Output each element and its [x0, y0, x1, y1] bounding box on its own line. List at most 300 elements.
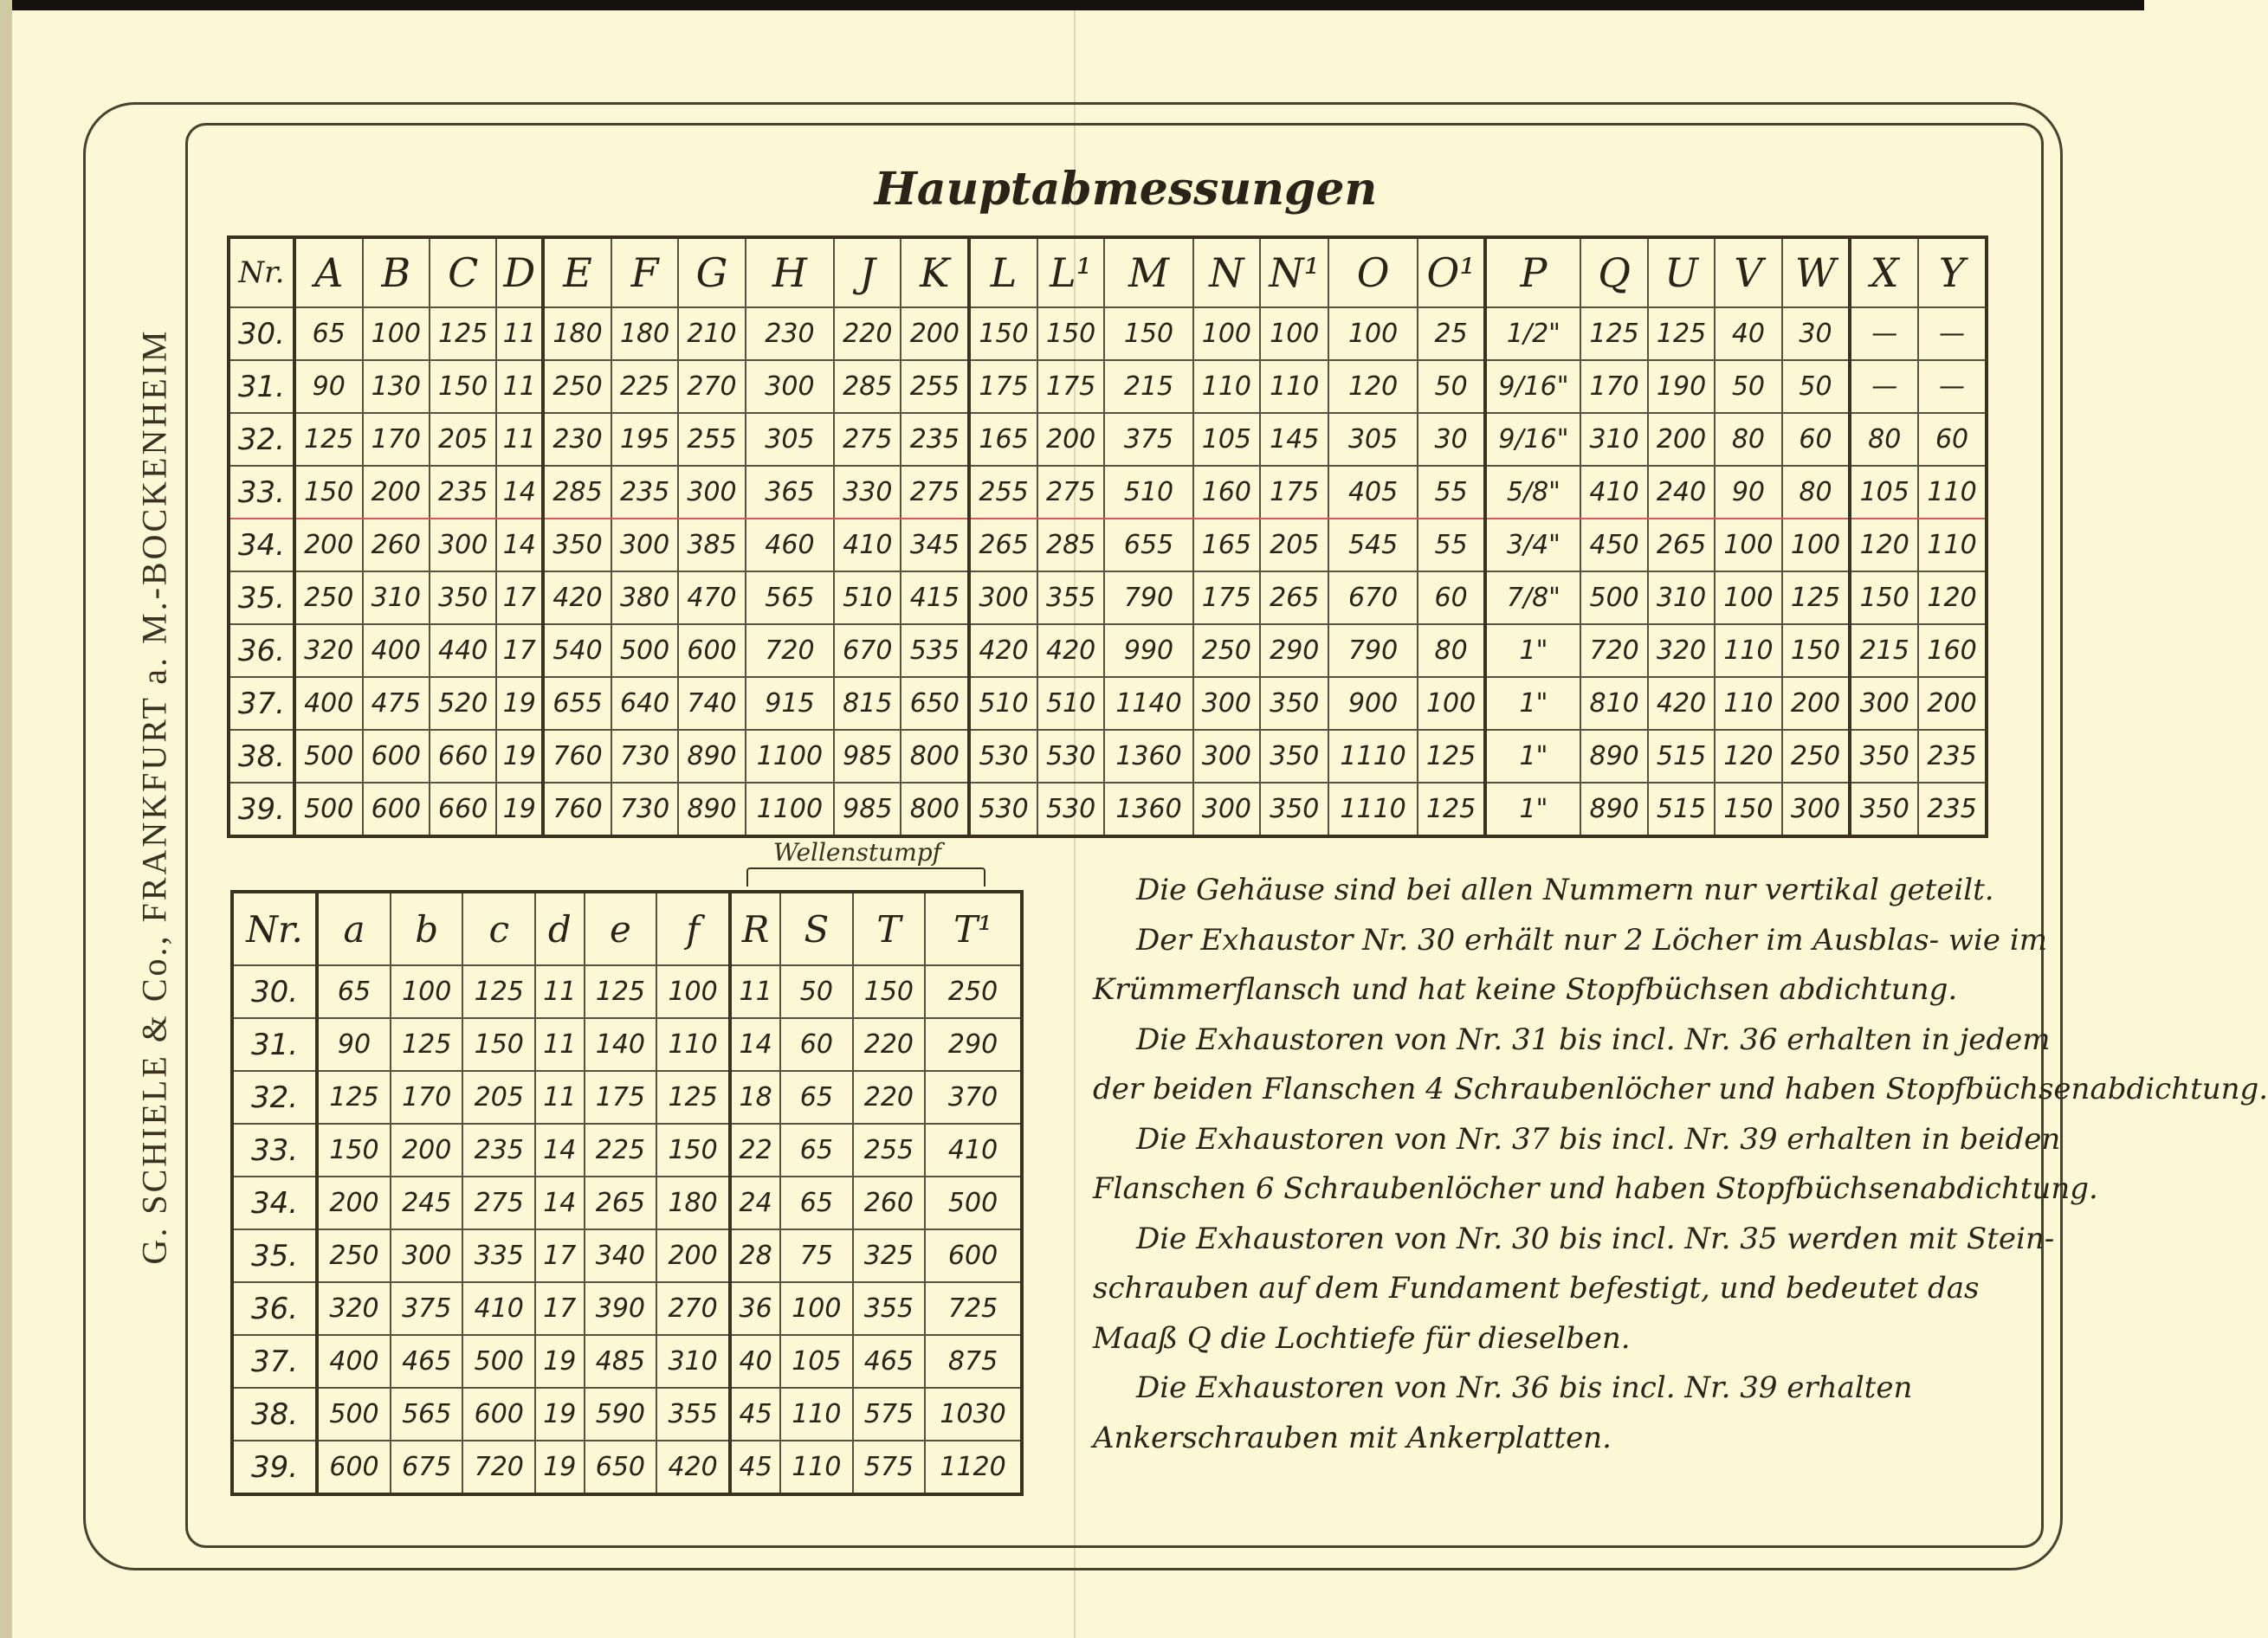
table-cell: 30: [1418, 413, 1486, 466]
table-cell: 375: [391, 1282, 463, 1335]
column-header: U: [1648, 237, 1715, 307]
column-header: e: [585, 892, 657, 965]
table-cell: 365: [746, 466, 834, 519]
row-number-cell: 30.: [232, 965, 317, 1018]
column-header: d: [535, 892, 585, 965]
table-row: [232, 965, 1022, 1018]
row-number-cell: 35.: [229, 571, 294, 624]
table-cell: 325: [853, 1229, 926, 1282]
table-cell: 150: [1104, 307, 1192, 360]
table-cell: 810: [1580, 677, 1647, 730]
table-cell: 36: [730, 1282, 780, 1335]
table-cell: 45: [730, 1388, 780, 1441]
table-cell: 655: [1104, 519, 1192, 571]
table-cell: 14: [730, 1018, 780, 1071]
table-cell: 80: [1715, 413, 1781, 466]
table-cell: 670: [1328, 571, 1417, 624]
column-header: S: [780, 892, 853, 965]
table-cell: 9/16": [1485, 360, 1580, 413]
table-cell: 100: [1418, 677, 1486, 730]
column-header: c: [462, 892, 535, 965]
table-cell: 150: [1782, 624, 1851, 677]
table-cell: 230: [746, 307, 834, 360]
table-cell: 1120: [925, 1441, 1022, 1494]
table-cell: 60: [1782, 413, 1851, 466]
table-cell: 19: [496, 783, 543, 836]
table-cell: 1/2": [1485, 307, 1580, 360]
table-cell: 120: [1850, 519, 1918, 571]
table-cell: 590: [585, 1388, 657, 1441]
table-cell: 110: [656, 1018, 730, 1071]
table-cell: 110: [1193, 360, 1260, 413]
table-cell: 235: [1918, 730, 1987, 783]
table-row: [229, 360, 1987, 413]
note-line: Die Gehäuse sind bei allen Nummern nur vertikal geteilt.: [1136, 873, 1994, 907]
table-cell: 345: [901, 519, 969, 571]
table-cell: 530: [1037, 783, 1104, 836]
table-cell: 600: [462, 1388, 535, 1441]
table-cell: 790: [1104, 571, 1192, 624]
table-cell: 250: [1782, 730, 1851, 783]
table-cell: 205: [1260, 519, 1328, 571]
table-cell: 290: [1260, 624, 1328, 677]
table-cell: 14: [535, 1177, 585, 1229]
column-header: W: [1782, 237, 1851, 307]
table-cell: 125: [1782, 571, 1851, 624]
table-row: [232, 1335, 1022, 1388]
table-cell: 530: [969, 730, 1037, 783]
scan-top-edge: [0, 0, 2144, 10]
table-cell: 390: [585, 1282, 657, 1335]
table-cell: 100: [1193, 307, 1260, 360]
table-header-row: [229, 237, 1987, 307]
table-cell: 890: [678, 730, 745, 783]
table-cell: 125: [585, 965, 657, 1018]
table-cell: 170: [1580, 360, 1647, 413]
shaft-stub-bracket: [746, 867, 985, 887]
table-cell: 175: [1037, 360, 1104, 413]
table-cell: 285: [834, 360, 901, 413]
table-cell: 475: [363, 677, 430, 730]
table-row: [229, 413, 1987, 466]
table-cell: 150: [656, 1124, 730, 1177]
table-cell: 220: [834, 307, 901, 360]
table-cell: 300: [1193, 677, 1260, 730]
table-cell: 250: [543, 360, 611, 413]
table-cell: 640: [611, 677, 678, 730]
table-cell: 575: [853, 1388, 926, 1441]
table-cell: 100: [391, 965, 463, 1018]
row-number-cell: 35.: [232, 1229, 317, 1282]
table-cell: 11: [496, 413, 543, 466]
table-cell: 150: [1850, 571, 1918, 624]
table-cell: 730: [611, 783, 678, 836]
note-line: Maaß Q die Lochtiefe für dieselben.: [1093, 1320, 1631, 1356]
table-cell: 125: [430, 307, 496, 360]
note-line: Der Exhaustor Nr. 30 erhält nur 2 Löcher im Ausblas- wie im: [1136, 922, 2047, 958]
table-cell: 265: [585, 1177, 657, 1229]
table-cell: 140: [585, 1018, 657, 1071]
column-header: V: [1715, 237, 1781, 307]
table-cell: 200: [656, 1229, 730, 1282]
table-cell: 65: [780, 1124, 853, 1177]
table-cell: 65: [294, 307, 363, 360]
table-cell: 205: [430, 413, 496, 466]
table-cell: 175: [1260, 466, 1328, 519]
table-cell: 75: [780, 1229, 853, 1282]
table-cell: 300: [1193, 783, 1260, 836]
scan-left-edge: [0, 0, 12, 1638]
table-cell: 19: [535, 1388, 585, 1441]
row-number-cell: 39.: [229, 783, 294, 836]
table-cell: 790: [1328, 624, 1417, 677]
table-cell: 985: [834, 730, 901, 783]
column-header: R: [730, 892, 780, 965]
table-cell: 17: [496, 624, 543, 677]
table-cell: 30: [1782, 307, 1851, 360]
table-cell: 500: [611, 624, 678, 677]
table-cell: 500: [462, 1335, 535, 1388]
table-cell: 1100: [746, 730, 834, 783]
column-header: O: [1328, 237, 1417, 307]
table-cell: 305: [746, 413, 834, 466]
column-header: G: [678, 237, 745, 307]
table-cell: 200: [1918, 677, 1987, 730]
row-number-cell: 39.: [232, 1441, 317, 1494]
row-number-cell: 38.: [229, 730, 294, 783]
table-cell: 600: [363, 730, 430, 783]
table-cell: 125: [656, 1071, 730, 1124]
table-cell: 60: [780, 1018, 853, 1071]
table-cell: 320: [294, 624, 363, 677]
table-cell: 675: [391, 1441, 463, 1494]
table-cell: 80: [1782, 466, 1851, 519]
table-cell: 410: [834, 519, 901, 571]
table-cell: 400: [294, 677, 363, 730]
table-cell: 65: [780, 1177, 853, 1229]
table-cell: 19: [496, 677, 543, 730]
table-row: [229, 519, 1987, 571]
column-header: a: [317, 892, 391, 965]
table-cell: 260: [853, 1177, 926, 1229]
table-cell: 7/8": [1485, 571, 1580, 624]
table-cell: 11: [730, 965, 780, 1018]
column-header: Y: [1918, 237, 1987, 307]
company-imprint: G. SCHIELE & Co., FRANKFURT a. M.-BOCKENHEIM: [134, 328, 174, 1265]
table-cell: 300: [746, 360, 834, 413]
table-cell: 55: [1418, 519, 1486, 571]
shaft-stub-caption: Wellenstumpf: [772, 838, 942, 867]
column-header: T¹: [925, 892, 1022, 965]
row-number-cell: 31.: [229, 360, 294, 413]
table-cell: 255: [969, 466, 1037, 519]
table-cell: 565: [391, 1388, 463, 1441]
table-cell: 40: [730, 1335, 780, 1388]
table-cell: 90: [1715, 466, 1781, 519]
table-row: [232, 1282, 1022, 1335]
table-cell: 1": [1485, 624, 1580, 677]
table-cell: 175: [969, 360, 1037, 413]
table-cell: 100: [1260, 307, 1328, 360]
page-title: Hauptabmessungen: [874, 163, 1378, 216]
row-number-cell: 34.: [232, 1177, 317, 1229]
table-cell: 500: [925, 1177, 1022, 1229]
table-cell: 600: [317, 1441, 391, 1494]
table-row: [229, 466, 1987, 519]
table-row: [229, 783, 1987, 836]
table-cell: 14: [496, 519, 543, 571]
table-cell: 660: [430, 783, 496, 836]
table-cell: 105: [1850, 466, 1918, 519]
table-cell: 14: [535, 1124, 585, 1177]
table-cell: 265: [1260, 571, 1328, 624]
table-cell: 410: [1580, 466, 1647, 519]
table-cell: 720: [746, 624, 834, 677]
table-cell: 515: [1648, 783, 1715, 836]
table-cell: 235: [901, 413, 969, 466]
table-cell: 890: [1580, 783, 1647, 836]
table-cell: 200: [901, 307, 969, 360]
table-cell: 3/4": [1485, 519, 1580, 571]
table-cell: 11: [496, 307, 543, 360]
table-cell: 340: [585, 1229, 657, 1282]
table-cell: 270: [656, 1282, 730, 1335]
row-number-cell: 33.: [229, 466, 294, 519]
table-cell: 990: [1104, 624, 1192, 677]
table-cell: 110: [1918, 466, 1987, 519]
table-row: [232, 1071, 1022, 1124]
table-cell: 50: [1418, 360, 1486, 413]
table-cell: 50: [1715, 360, 1781, 413]
table-cell: —: [1850, 307, 1918, 360]
table-cell: 575: [853, 1441, 926, 1494]
table-cell: 22: [730, 1124, 780, 1177]
table-cell: 350: [1850, 730, 1918, 783]
table-cell: 760: [543, 730, 611, 783]
table-cell: 255: [901, 360, 969, 413]
table-cell: 380: [611, 571, 678, 624]
table-cell: 300: [1193, 730, 1260, 783]
table-cell: 470: [678, 571, 745, 624]
row-number-cell: 32.: [232, 1071, 317, 1124]
table-cell: 1": [1485, 677, 1580, 730]
table-cell: 720: [1580, 624, 1647, 677]
table-cell: 540: [543, 624, 611, 677]
table-cell: 240: [1648, 466, 1715, 519]
table-cell: 465: [853, 1335, 926, 1388]
table-cell: 250: [317, 1229, 391, 1282]
table-cell: 65: [780, 1071, 853, 1124]
table-cell: 120: [1715, 730, 1781, 783]
table-cell: 25: [1418, 307, 1486, 360]
table-cell: 100: [780, 1282, 853, 1335]
table-cell: 105: [1193, 413, 1260, 466]
table-cell: 110: [1918, 519, 1987, 571]
table-cell: 420: [656, 1441, 730, 1494]
row-number-cell: 33.: [232, 1124, 317, 1177]
table-cell: 355: [1037, 571, 1104, 624]
table-cell: 150: [1037, 307, 1104, 360]
table-cell: 300: [391, 1229, 463, 1282]
row-number-cell: 31.: [232, 1018, 317, 1071]
row-number-cell: 36.: [229, 624, 294, 677]
table-cell: 11: [535, 1018, 585, 1071]
table-cell: 285: [543, 466, 611, 519]
table-cell: 510: [1104, 466, 1192, 519]
table-cell: 110: [1715, 624, 1781, 677]
table-cell: 410: [925, 1124, 1022, 1177]
table-cell: 200: [1648, 413, 1715, 466]
table-cell: 210: [678, 307, 745, 360]
table-cell: 17: [535, 1282, 585, 1335]
row-number-cell: 37.: [232, 1335, 317, 1388]
table-cell: 275: [1037, 466, 1104, 519]
table-cell: 800: [901, 783, 969, 836]
table-cell: 500: [294, 783, 363, 836]
table-row: [229, 677, 1987, 730]
table-cell: 370: [925, 1071, 1022, 1124]
table-cell: 730: [611, 730, 678, 783]
table-cell: 1": [1485, 783, 1580, 836]
table-cell: 275: [834, 413, 901, 466]
table-cell: 890: [678, 783, 745, 836]
table-cell: 9/16": [1485, 413, 1580, 466]
table-cell: 180: [611, 307, 678, 360]
table-cell: 215: [1850, 624, 1918, 677]
table-cell: 320: [317, 1282, 391, 1335]
table-cell: 1110: [1328, 783, 1417, 836]
column-header: B: [363, 237, 430, 307]
table-cell: 19: [535, 1441, 585, 1494]
table-cell: 190: [1648, 360, 1715, 413]
table-cell: 1": [1485, 730, 1580, 783]
table-cell: 250: [925, 965, 1022, 1018]
table-cell: 420: [543, 571, 611, 624]
table-cell: 650: [901, 677, 969, 730]
table-cell: 510: [1037, 677, 1104, 730]
table-cell: 165: [969, 413, 1037, 466]
table-cell: 310: [1580, 413, 1647, 466]
table-cell: 200: [363, 466, 430, 519]
table-cell: 460: [746, 519, 834, 571]
table-cell: 40: [1715, 307, 1781, 360]
table-cell: 600: [678, 624, 745, 677]
table-cell: 375: [1104, 413, 1192, 466]
table-cell: 120: [1328, 360, 1417, 413]
table-row: [232, 1441, 1022, 1494]
table-cell: 655: [543, 677, 611, 730]
table-cell: 510: [969, 677, 1037, 730]
table-cell: 410: [462, 1282, 535, 1335]
table-cell: 175: [585, 1071, 657, 1124]
table-cell: 300: [1850, 677, 1918, 730]
table-cell: 100: [363, 307, 430, 360]
column-header: N: [1193, 237, 1260, 307]
column-header: f: [656, 892, 730, 965]
table-cell: 900: [1328, 677, 1417, 730]
table-cell: 255: [853, 1124, 926, 1177]
table-cell: 875: [925, 1335, 1022, 1388]
table-cell: 28: [730, 1229, 780, 1282]
column-header: Q: [1580, 237, 1647, 307]
table-cell: 1140: [1104, 677, 1192, 730]
table-cell: 100: [1782, 519, 1851, 571]
table-cell: 255: [678, 413, 745, 466]
table-cell: 400: [317, 1335, 391, 1388]
note-line: der beiden Flanschen 4 Schraubenlöcher und haben Stopfbüchsenabdichtung.: [1093, 1072, 2268, 1106]
table-cell: 200: [317, 1177, 391, 1229]
table-row: [229, 307, 1987, 360]
table-cell: 420: [1037, 624, 1104, 677]
table-cell: 330: [834, 466, 901, 519]
table-cell: 385: [678, 519, 745, 571]
table-cell: 305: [1328, 413, 1417, 466]
table-cell: 150: [317, 1124, 391, 1177]
column-header: H: [746, 237, 834, 307]
row-number-cell: 38.: [232, 1388, 317, 1441]
table-cell: 125: [462, 965, 535, 1018]
table-cell: 400: [363, 624, 430, 677]
table-cell: 220: [853, 1071, 926, 1124]
table-cell: 350: [543, 519, 611, 571]
table-row: [232, 1124, 1022, 1177]
table-cell: 1360: [1104, 730, 1192, 783]
table-cell: 100: [1715, 519, 1781, 571]
table-cell: 110: [780, 1441, 853, 1494]
table-cell: 290: [925, 1018, 1022, 1071]
table-cell: 19: [496, 730, 543, 783]
table-cell: 300: [611, 519, 678, 571]
table-cell: 150: [294, 466, 363, 519]
note-line: Ankerschrauben mit Ankerplatten.: [1093, 1420, 1612, 1455]
table-cell: 760: [543, 783, 611, 836]
table-cell: 465: [391, 1335, 463, 1388]
table-cell: 5/8": [1485, 466, 1580, 519]
table-cell: 275: [901, 466, 969, 519]
table-cell: 125: [1418, 783, 1486, 836]
table-cell: 405: [1328, 466, 1417, 519]
table-cell: 260: [363, 519, 430, 571]
table-cell: 220: [853, 1018, 926, 1071]
table-cell: 14: [496, 466, 543, 519]
table-cell: 515: [1648, 730, 1715, 783]
note-line: Flanschen 6 Schraubenlöcher und haben Stopfbüchsenabdichtung.: [1093, 1171, 2098, 1206]
table-cell: 230: [543, 413, 611, 466]
table-cell: 125: [1580, 307, 1647, 360]
note-line: schrauben auf dem Fundament befestigt, und bedeutet das: [1093, 1271, 1980, 1306]
table-cell: 50: [1782, 360, 1851, 413]
table-cell: 535: [901, 624, 969, 677]
table-header-row: [232, 892, 1022, 965]
column-header: K: [901, 237, 969, 307]
table-cell: 740: [678, 677, 745, 730]
table-cell: 250: [1193, 624, 1260, 677]
table-cell: —: [1850, 360, 1918, 413]
table-cell: 300: [969, 571, 1037, 624]
table-cell: 300: [1782, 783, 1851, 836]
table-cell: 350: [430, 571, 496, 624]
column-header: P: [1485, 237, 1580, 307]
column-header: F: [611, 237, 678, 307]
table-row: [232, 1229, 1022, 1282]
row-number-cell: 34.: [229, 519, 294, 571]
column-header: N¹: [1260, 237, 1328, 307]
table-row: [232, 1177, 1022, 1229]
table-cell: 800: [901, 730, 969, 783]
table-cell: 90: [294, 360, 363, 413]
table-cell: 310: [1648, 571, 1715, 624]
table-row: [232, 1018, 1022, 1071]
